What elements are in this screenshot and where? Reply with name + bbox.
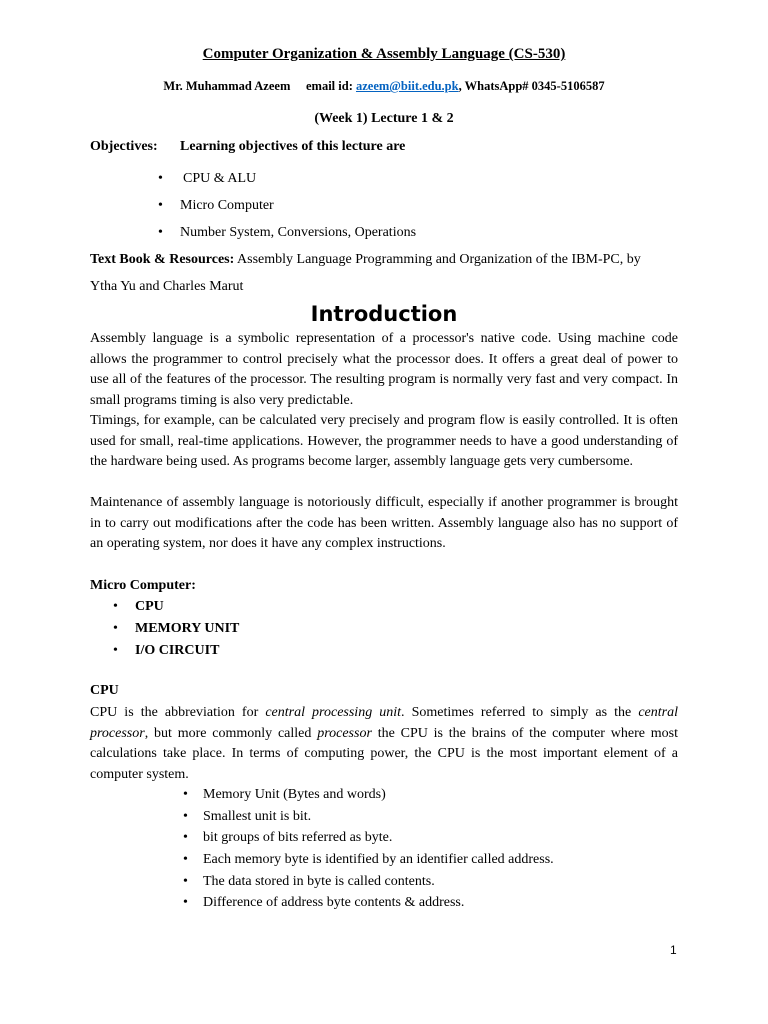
textbook-line-2: Ytha Yu and Charles Marut xyxy=(90,279,244,294)
instructor-line xyxy=(0,79,768,94)
objective-item: CPU & ALU xyxy=(183,171,257,186)
bullet-icon: • xyxy=(158,225,163,240)
micro-computer-item: MEMORY UNIT xyxy=(135,621,240,636)
bullet-icon: • xyxy=(183,787,188,802)
whatsapp-info: , WhatsApp# 0345-5106587 xyxy=(458,79,605,93)
bullet-icon: • xyxy=(113,621,118,636)
week-lecture: (Week 1) Lecture 1 & 2 xyxy=(314,111,454,126)
bullet-icon: • xyxy=(113,599,118,614)
cpu-text-4: the CPU is the brains of the computer where most calculations take place. In terms of computing power, the CPU is the most important element of a computer system. xyxy=(90,725,678,782)
micro-computer-heading: Micro Computer: xyxy=(90,578,196,593)
cpu-text-2: . Sometimes referred to simply as the xyxy=(401,705,639,720)
micro-computer-item: I/O CIRCUIT xyxy=(135,643,220,658)
cpu-term-processor: processor xyxy=(317,725,372,741)
email-link[interactable]: azeem@biit.edu.pk xyxy=(355,79,459,93)
micro-computer-item: CPU xyxy=(135,599,164,614)
objectives-label: Objectives: xyxy=(90,139,158,154)
instructor-name: Mr. Muhammad Azeem xyxy=(163,79,291,93)
intro-paragraph-3: Maintenance of assembly language is notoriously difficult, especially if another programmer is brought in to carry out modifications after the code has been written. Assembly language also has no support of an operating system, nor does it have any complex instructions. xyxy=(90,495,678,552)
cpu-paragraph xyxy=(90,703,678,785)
textbook-line-1 xyxy=(90,252,641,268)
cpu-text-3: , but more commonly called xyxy=(144,725,318,741)
intro-paragraph-1: Assembly language is a symbolic representation of a processor's native code. Using machine code allows the programmer to control precisely what the processor does. It offers a great deal of power to use all of the features of the processor. The resulting program is normally very fast and very compact. In small programs timing is also very predictable. xyxy=(90,331,678,408)
bullet-icon: • xyxy=(113,643,118,658)
cpu-item: Difference of address byte contents & address. xyxy=(203,895,465,910)
page-number: 1 xyxy=(670,943,677,957)
cpu-item: bit groups of bits referred as byte. xyxy=(203,830,393,845)
textbook-label: Text Book & Resources: xyxy=(90,252,235,267)
objective-item: Micro Computer xyxy=(180,198,274,213)
objective-item: Number System, Conversions, Operations xyxy=(180,225,417,240)
bullet-icon: • xyxy=(183,830,188,845)
cpu-text-1: CPU is the abbreviation for xyxy=(90,705,266,720)
bullet-icon: • xyxy=(183,874,188,889)
cpu-term-central-processor: central processor xyxy=(90,705,678,741)
bullet-icon: • xyxy=(158,198,163,213)
bullet-icon: • xyxy=(183,809,188,824)
bullet-icon: • xyxy=(183,852,188,867)
cpu-item: Each memory byte is identified by an identifier called address. xyxy=(203,852,554,867)
cpu-item: Memory Unit (Bytes and words) xyxy=(203,787,386,802)
cpu-heading: CPU xyxy=(90,683,119,698)
bullet-icon: • xyxy=(183,895,188,910)
cpu-item: The data stored in byte is called contents. xyxy=(203,874,435,889)
objectives-intro: Learning objectives of this lecture are xyxy=(180,139,406,154)
cpu-term-central-processing-unit: central processing unit xyxy=(265,705,402,720)
course-title: Computer Organization & Assembly Language (CS-530) xyxy=(202,46,566,62)
email-label: email id: xyxy=(305,79,353,93)
bullet-icon: • xyxy=(158,171,163,186)
cpu-item: Smallest unit is bit. xyxy=(203,809,312,824)
textbook-title: Assembly Language Programming and Organization of the IBM-PC, by xyxy=(237,252,641,267)
intro-paragraph-2: Timings, for example, can be calculated very precisely and program flow is easily controlled. It is often used for small, real-time applications. However, the programmer needs to have a good understanding of the hardware being used. As programs become larger, assembly language gets very cumbersome. xyxy=(90,413,678,470)
introduction-heading: Introduction xyxy=(310,302,458,326)
